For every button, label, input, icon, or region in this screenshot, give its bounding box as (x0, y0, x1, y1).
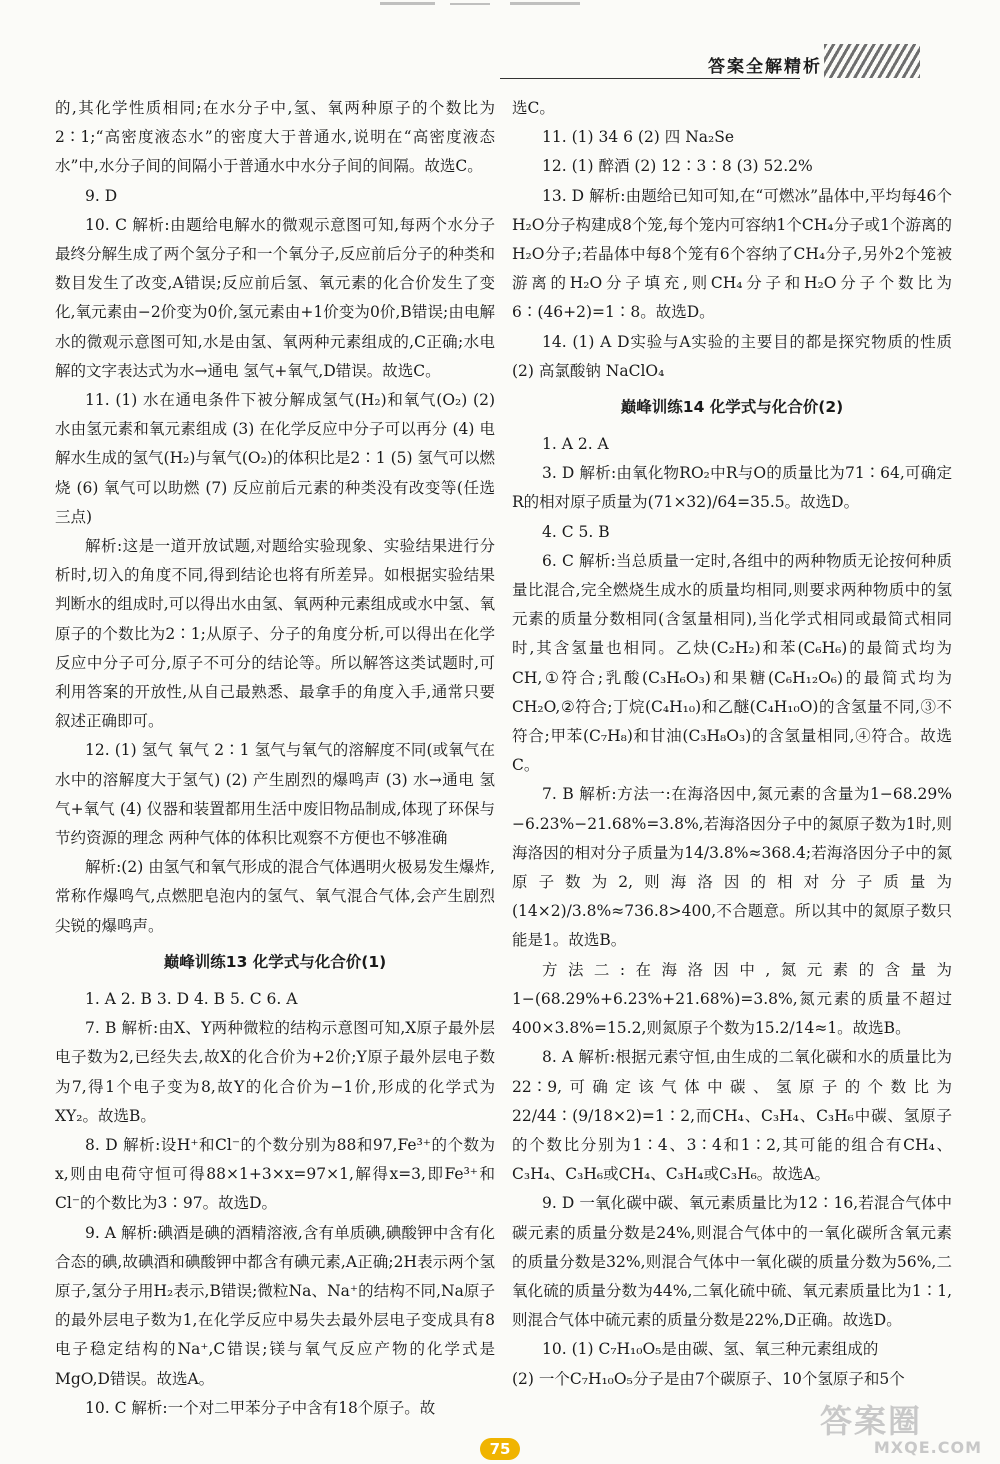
section-heading: 巅峰训练14 化学式与化合价(2) (620, 398, 844, 417)
answer-paragraph: 14. (1) A D实验与A实验的主要目的都是探究物质的性质 (2) 高氯酸钠 NaClO₄ (512, 332, 952, 380)
answer-paragraph: 解析:(2) 由氢气和氧气形成的混合气体遇明火极易发生爆炸,常称作爆鸣气,点燃肥皂泡内的氢气、氧气混合气体,会产生剧烈尖锐的爆鸣声。 (55, 858, 495, 935)
answer-paragraph: 12. (1) 醉酒 (2) 12∶3∶8 (3) 52.2% (542, 157, 813, 176)
answer-paragraph: 1. A 2. A (542, 435, 609, 454)
answer-paragraph: 解析:这是一道开放试题,对题给实验现象、实验结果进行分析时,切入的角度不同,得到结论也将有所差异。如根据实验结果判断水的组成时,可以得出水由氢、氧两种元素组成或水中氢、氧原子的个数比为2∶1;从原子、分子的角度分析,可以得出在化学反应中分子可分,原子不可分的结论等。所以解答这类试题时,可利用答案的开放性,从自己最熟悉、最拿手的角度入手,通常只要叙述正确即可。 (55, 537, 495, 731)
answer-paragraph: 7. B 解析:由X、Y两种微粒的结构示意图可知,X原子最外层电子数为2,已经失去,故X的化合价为+2价;Y原子最外层电子数为7,得1个电子变为8,故Y的化合价为−1价,形成的化学式为XY₂。故选B。 (55, 1019, 495, 1125)
answer-paragraph: 9. A 解析:碘酒是碘的酒精溶液,含有单质碘,碘酸钾中含有化合态的碘,故碘酒和碘酸钾中都含有碘元素,A正确;2H表示两个氢原子,氢分子用H₂表示,B错误;微粒Na、Na⁺的结构不同,Na原子的最外层电子数为1,在化学反应中易失去最外层电子变成具有8电子稳定结构的Na⁺,C错误;镁与氧气反应产物的化学式是MgO,D错误。故选A。 (55, 1223, 495, 1388)
answer-paragraph: 的,其化学性质相同;在水分子中,氢、氧两种原子的个数比为2∶1;“高密度液态水”的密度大于普通水,说明在“高密度液态水”中,水分子间的间隔小于普通水中水分子间的间隔。故选C。 (55, 99, 495, 176)
header-title: 答案全解精析 (708, 57, 822, 77)
left-column (55, 94, 495, 1423)
watermark-url: MXQE.COM (873, 1438, 982, 1457)
header-rule (500, 78, 800, 79)
header-stripes-decoration (824, 44, 920, 78)
answer-paragraph: 13. D 解析:由题给已知可知,在“可燃冰”晶体中,平均每46个H₂O分子构建成8个笼,每个笼内可容纳1个CH₄分子或1个游离的H₂O分子;若晶体中每8个笼有6个容纳了CH₄分子,另外2个笼被游离的H₂O分子填充,则CH₄分子和H₂O分子个数比为6∶(46+2)=1∶8。故选D。 (512, 186, 952, 322)
answer-paragraph: 1. A 2. B 3. D 4. B 5. C 6. A (85, 989, 298, 1008)
right-column (512, 94, 952, 1394)
page-header (500, 40, 920, 84)
answer-paragraph: 8. D 解析:设H⁺和Cl⁻的个数分别为88和97,Fe³⁺的个数为x,则由电荷守恒可得88×1+3×x=97×1,解得x=3,即Fe³⁺和Cl⁻的个数比为3∶97。故选D。 (55, 1135, 495, 1213)
answer-paragraph: 9. D 一氧化碳中碳、氧元素质量比为12∶16,若混合气体中碳元素的质量分数是24%,则混合气体中的一氧化碳所含氧元素的质量分数是32%,则混合气体中一氧化碳的质量分数为56%,二氧化硫的质量分数为44%,二氧化硫中硫、氧元素质量比为1∶1,则混合气体中硫元素的质量分数是22%,D正确。故选D。 (512, 1194, 952, 1330)
answer-paragraph: 8. A 解析:根据元素守恒,由生成的二氧化碳和水的质量比为22∶9,可确定该气体中碳、氢原子的个数比为22/44∶(9/18×2)=1∶2,而CH₄、C₃H₄、C₃H₆中碳、氢原子的个数比分别为1∶4、3∶4和1∶2,其可能的组合有CH₄、C₃H₄、C₃H₆或CH₄、C₃H₄或C₃H₆。故选A。 (512, 1048, 952, 1184)
page-number: 75 (480, 1438, 520, 1460)
answer-paragraph: 12. (1) 氢气 氧气 2∶1 氢气与氧气的溶解度不同(或氧气在水中的溶解度大于氢气) (2) 产生剧烈的爆鸣声 (3) 水→通电 氢气+氧气 (4) 仪器和装置都用生活中废旧物品制成,体现了环保与节约资源的理念 两种气体的体积比观察不方便也不够准确 (55, 741, 495, 848)
answer-paragraph: 10. (1) C₇H₁₀O₅是由碳、氢、氧三种元素组成的 (542, 1340, 879, 1359)
answer-paragraph: 9. D (85, 186, 118, 205)
section-heading: 巅峰训练13 化学式与化合价(1) (163, 952, 387, 971)
scan-mark (360, 0, 620, 14)
answer-paragraph: 11. (1) 34 6 (2) 四 Na₂Se (542, 128, 735, 147)
watermark-text: 答案圈 (820, 1402, 923, 1440)
answer-paragraph: 6. C 解析:当总质量一定时,各组中的两种物质无论按何种质量比混合,完全燃烧生成水的质量均相同,则要求两种物质中的氢元素的质量分数相同(含氢量相同),当化学式相同或最简式相同时,其含氢量也相同。乙炔(C₂H₂)和苯(C₆H₆)的最简式均为CH,①符合;乳酸(C₃H₆O₃)和果糖(C₆H₁₂O₆)的最简式均为CH₂O,②符合;丁烷(C₄H₁₀)和乙醚(C₄H₁₀O)的含氢量不同,③不符合;甲苯(C₇H₈)和甘油(C₃H₈O₃)的含氢量相同,④符合。故选C。 (512, 551, 952, 775)
answer-paragraph: (2) 一个C₇H₁₀O₅分子是由7个碳原子、10个氢原子和5个 (512, 1369, 905, 1388)
answer-paragraph: 3. D 解析:由氧化物RO₂中R与O的质量比为71∶64,可确定R的相对原子质量为(71×32)/64=35.5。故选D。 (512, 464, 952, 512)
watermark (820, 1404, 990, 1460)
answer-paragraph: 方法二:在海洛因中,氮元素的含量为1−(68.29%+6.23%+21.68%)=3.8%,氮元素的质量不超过400×3.8%=15.2,则氮原子个数为15.2/14≈1。故选B。 (512, 960, 952, 1038)
answer-paragraph: 11. (1) 水在通电条件下被分解成氢气(H₂)和氧气(O₂) (2) 水由氢元素和氧元素组成 (3) 在化学反应中分子可以再分 (4) 电解水生成的氢气(H₂)与氧气(O₂)的体积比是2∶1 (5) 氢气可以燃烧 (6) 氧气可以助燃 (7) 反应前后元素的种类没有改变等(任选三点) (55, 391, 495, 526)
answer-paragraph: 选C。 (512, 99, 555, 117)
answer-paragraph: 7. B 解析:方法一:在海洛因中,氮元素的含量为1−68.29%−6.23%−21.68%=3.8%,若海洛因分子中的氮原子数为1时,则海洛因的相对分子质量为14/3.8%≈368.4;若海洛因分子中的氮原子数为2,则海洛因的相对分子质量为(14×2)/3.8%≈736.8>400,不合题意。所以其中的氮原子数只能是1。故选B。 (512, 785, 952, 950)
answer-paragraph: 4. C 5. B (542, 522, 610, 541)
answer-paragraph: 10. C 解析:一个对二甲苯分子中含有18个原子。故 (85, 1398, 436, 1417)
answer-paragraph: 10. C 解析:由题给电解水的微观示意图可知,每两个水分子最终分解生成了两个氢分子和一个氧分子,反应前后分子的种类和数目发生了改变,A错误;反应前后氢、氧元素的化合价发生了变化,氧元素由−2价变为0价,氢元素由+1价变为0价,B错误;由电解水的微观示意图可知,水是由氢、氧两种元素组成的,C正确;水电解的文字表达式为水→通电 氢气+氧气,D错误。故选C。 (55, 215, 495, 380)
